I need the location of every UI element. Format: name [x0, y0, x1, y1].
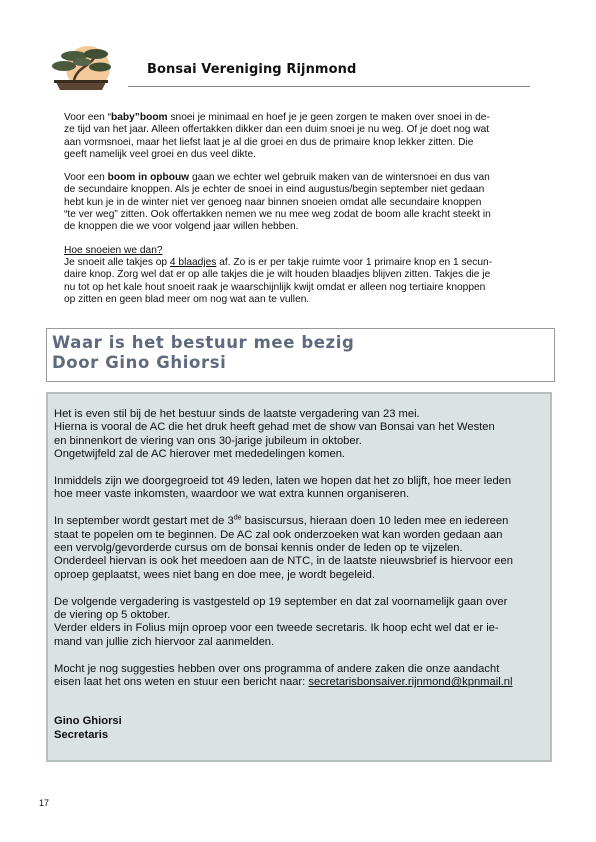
signature-role: Secretaris	[54, 728, 109, 741]
box-paragraph-3: In september wordt gestart met de 3de basiscursus, hieraan doen 10 leden mee en iedereen staat te popelen om te beginnen. De AC zal ook onderzoeken wat kan worden gedaan aan een vervolg/gevorderde cursus om de bonsai kennis onder de leden op te vijzelen. Onderdeel hiervan is ook het meedoen aan de NTC, in de laatste nieuwsbrief is hiervoor een oproep geplaatst, wees niet bang en doe mee, je wordt begeleid.	[54, 514, 513, 581]
intro-paragraph-opbouw: Voor een boom in opbouw gaan we echter wel gebruik maken van de wintersnoei en dus van de secundaire knoppen. Als je echter de snoei in eind augustus/begin september niet gedaan hebt kun je in de winter niet ver genoeg naar binnen snoeien omdat alle secundaire knoppen “te ver weg” zitten. Ook offertakken nemen we nu mee weg zodat de boom alle kracht steekt in de knoppen die we voor volgend jaar willen hebben.	[64, 172, 491, 233]
intro-paragraph-baby: Voor een “baby”boom snoei je minimaal en hoef je je geen zorgen te maken over snoei in de- ze tijd van het jaar. Alleen offertakken dikker dan een duim snoei je nu weg. Of je doet nog wat aan vormsnoei, maar het liefst laat je al die groei en dus de primaire knop lekker zitten. Die geeft namelijk veel groei en dus veel dikte.	[64, 112, 490, 160]
signature	[54, 715, 550, 742]
signature-name: Gino Ghiorsi	[54, 715, 122, 728]
box-paragraph-4: De volgende vergadering is vastgesteld op 19 september en dat zal voornamelijk gaan over de viering op 5 oktober. Verder elders in Folius mijn oproep voor een tweede secretaris. Ik hoop echt wel dat er ie- mand van jullie zich hiervoor zal aanmelden.	[54, 595, 508, 648]
header-divider	[128, 86, 530, 87]
section-title: Waar is het bestuur mee bezig	[52, 333, 355, 352]
box-paragraph-1: Het is even stil bij de het bestuur sinds de laatste vergadering van 23 mei. Hierna is vooral de AC die het druk heeft gehad met de show van Bonsai van het Westen en binnenkort de viering van ons 30-jarige jubileum in oktober. Ongetwijfeld zal de AC hierover met mededelingen komen.	[54, 408, 495, 461]
box-paragraph-5: Mocht je nog suggesties hebben over ons programma of andere zaken die onze aandacht eisen laat het ons weten en stuur een bericht naar: secretarisbonsaiver.rijnmond@kpnmail.nl	[54, 662, 513, 689]
intro-article	[64, 112, 534, 317]
article-box	[46, 392, 552, 762]
section-author: Door Gino Ghiorsi	[52, 353, 227, 372]
intro-paragraph-hoe: Hoe snoeien we dan? Je snoeit alle takjes op 4 blaadjes af. Zo is er per takje ruimte voor 1 primaire knop en 1 secun- daire knop. Zorg wel dat er op alle takjes die je wilt houden blaadjes blijven zitten. Takjes die je nu tot op het kale hout snoeit raak je waarschijnlijk kwijt omdat er alleen nog tertiaire knoppen op zitten en geen blad meer om nog wat aan te vullen.	[64, 244, 493, 305]
subheading: Hoe snoeien we dan?	[64, 244, 163, 256]
section-title-box	[46, 328, 555, 382]
box-paragraph-2: Inmiddels zijn we doorgegroeid tot 49 leden, laten we hopen dat het zo blijft, hoe meer leden hoe meer vaste inkomsten, waardoor we wat extra kunnen organiseren.	[54, 475, 512, 501]
email-link[interactable]: secretarisbonsaiver.rijnmond@kpnmail.nl	[308, 676, 513, 689]
org-name: Bonsai Vereniging Rijnmond	[147, 62, 357, 77]
page-number: 17	[39, 798, 50, 808]
bonsai-tree-logo-icon	[44, 40, 124, 98]
